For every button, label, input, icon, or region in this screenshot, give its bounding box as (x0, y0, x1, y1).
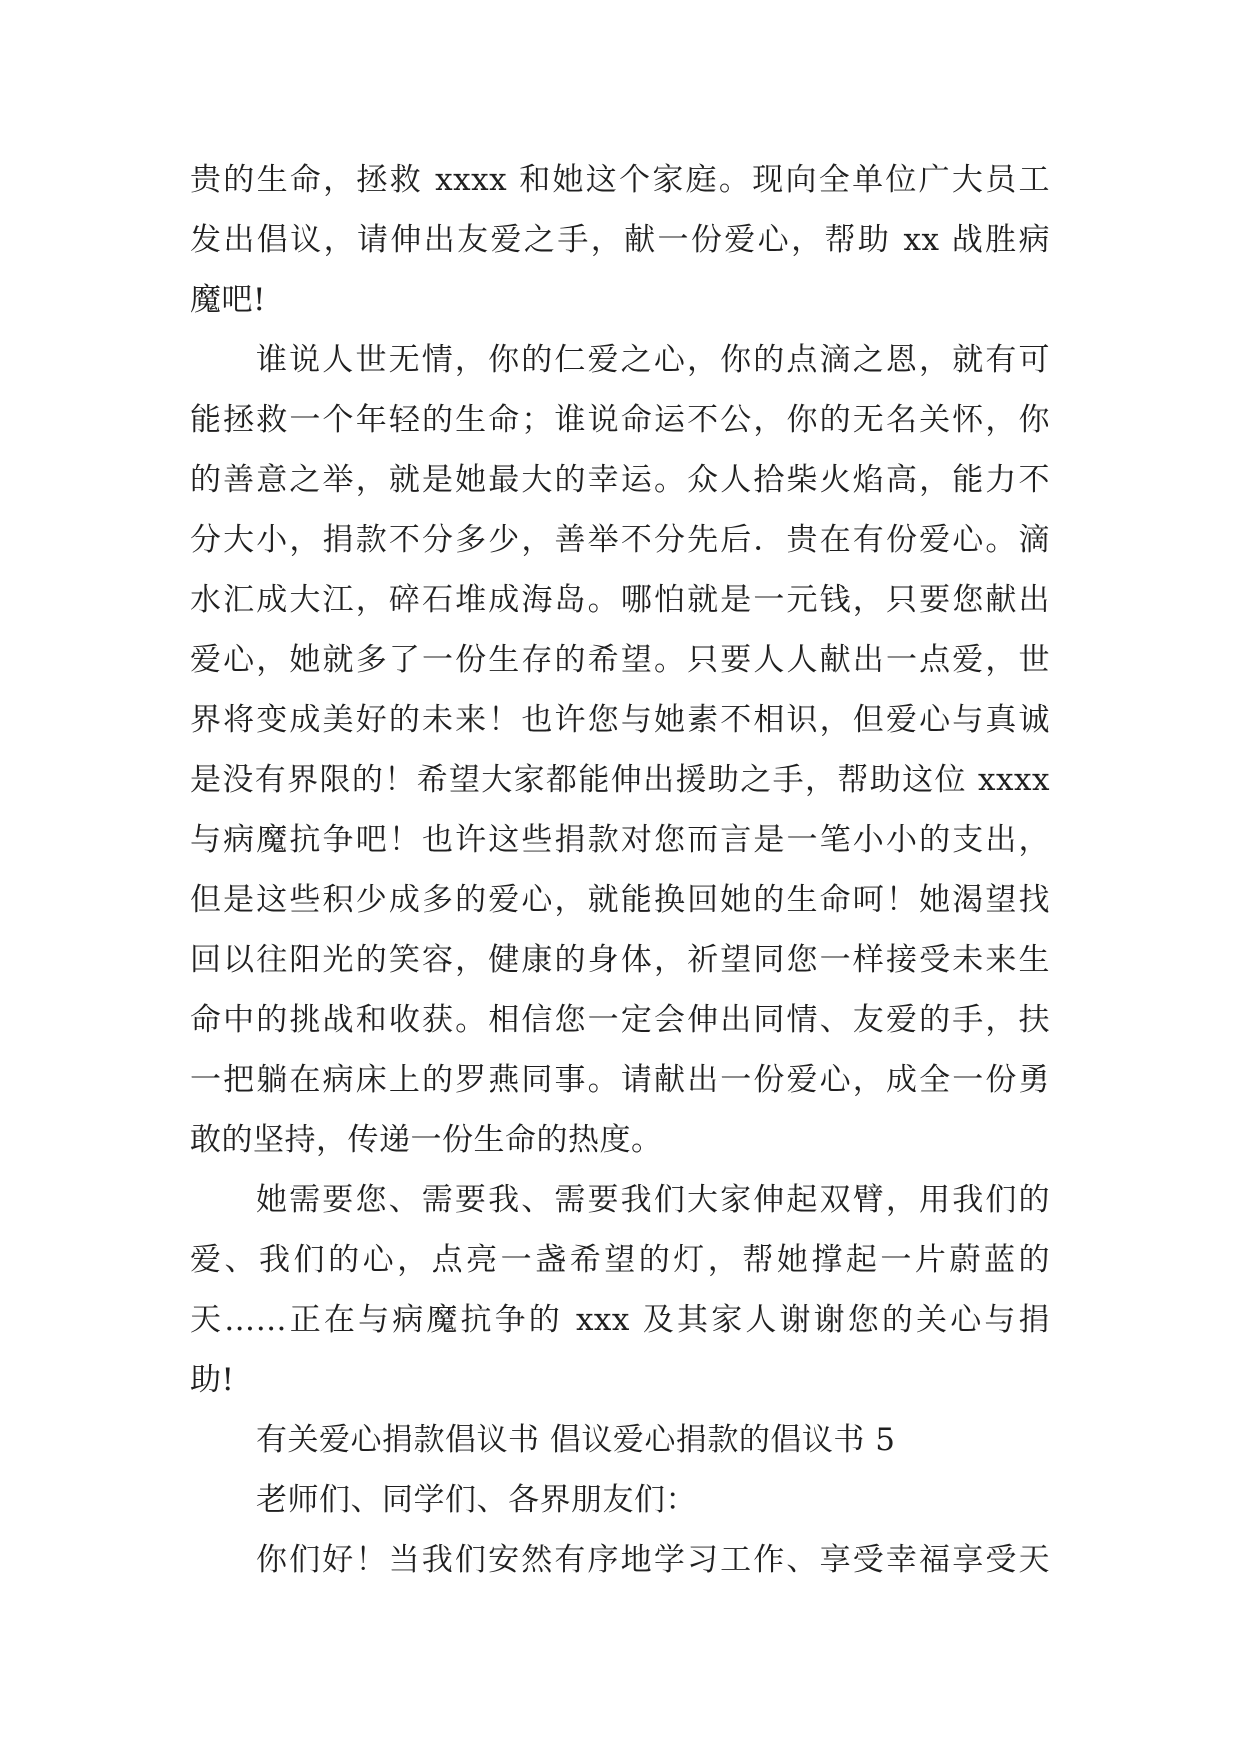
text-line: 但是这些积少成多的爱心，就能换回她的生命呵！她渴望找 (190, 882, 1050, 918)
text-line: 爱心，她就多了一份生存的希望。只要人人献出一点爱，世 (190, 642, 1050, 678)
text-line: 魔吧! (190, 282, 266, 318)
salutation: 老师们、同学们、各界朋友们： (256, 1482, 697, 1518)
text-line: 敢的坚持，传递一份生命的热度。 (190, 1122, 663, 1158)
text-line: 命中的挑战和收获。相信您一定会伸出同情、友爱的手，扶 (190, 1002, 1050, 1038)
paragraph-start-line: 谁说人世无情，你的仁爱之心，你的点滴之恩，就有可 (256, 342, 1050, 378)
text-line: 发出倡议，请伸出友爱之手，献一份爱心，帮助 xx 战胜病 (190, 222, 1050, 258)
text-line: 助! (190, 1362, 235, 1398)
paragraph-start-line: 你们好！当我们安然有序地学习工作、享受幸福享受天 (256, 1542, 1050, 1578)
text-line: 一把躺在病床上的罗燕同事。请献出一份爱心，成全一份勇 (190, 1062, 1050, 1098)
text-line: 爱、我们的心，点亮一盏希望的灯，帮她撑起一片蔚蓝的 (190, 1242, 1050, 1278)
text-line: 能拯救一个年轻的生命；谁说命运不公，你的无名关怀，你 (190, 402, 1050, 438)
text-line: 的善意之举，就是她最大的幸运。众人拾柴火焰高，能力不 (190, 462, 1050, 498)
document-body (190, 150, 1050, 1590)
paragraph-start-line: 她需要您、需要我、需要我们大家伸起双臂，用我们的 (256, 1182, 1050, 1218)
text-line: 水汇成大江，碎石堆成海岛。哪怕就是一元钱，只要您献出 (190, 582, 1050, 618)
section-heading: 有关爱心捐款倡议书 倡议爱心捐款的倡议书 5 (256, 1422, 896, 1458)
text-line: 回以往阳光的笑容，健康的身体，祈望同您一样接受未来生 (190, 942, 1050, 978)
text-line: 分大小，捐款不分多少，善举不分先后．贵在有份爱心。滴 (190, 522, 1050, 558)
text-line: 贵的生命，拯救 xxxx 和她这个家庭。现向全单位广大员工 (190, 162, 1050, 198)
text-line: 与病魔抗争吧！也许这些捐款对您而言是一笔小小的支出， (190, 822, 1050, 858)
text-line: 天……正在与病魔抗争的 xxx 及其家人谢谢您的关心与捐 (190, 1302, 1050, 1338)
text-line: 界将变成美好的未来！也许您与她素不相识，但爱心与真诚 (190, 702, 1050, 738)
text-line: 是没有界限的！希望大家都能伸出援助之手，帮助这位 xxxx (190, 762, 1050, 798)
